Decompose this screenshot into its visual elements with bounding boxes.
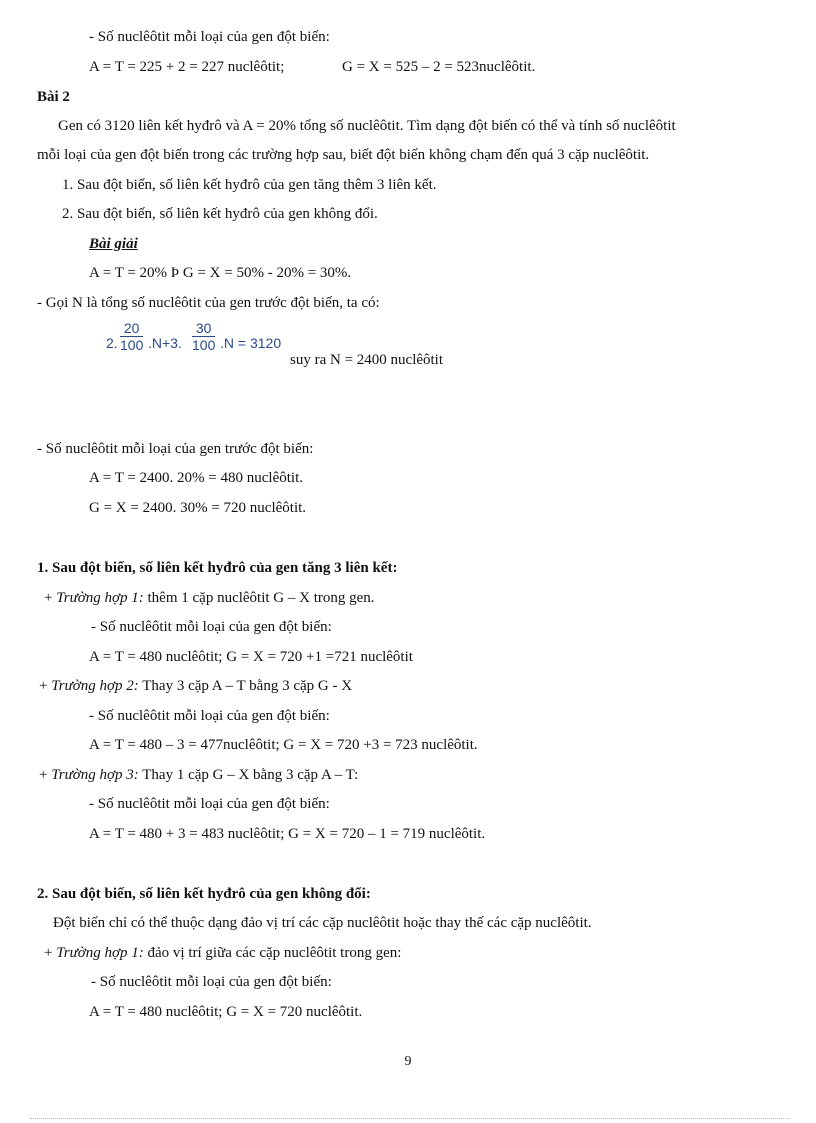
text-line: Đột biến chỉ có thể thuộc dạng đảo vị trí các cặp nuclêôtit hoặc thay thế các cặp nuclêôtit.	[53, 915, 592, 931]
case-line	[44, 944, 401, 962]
formula-image	[106, 318, 296, 370]
text-line: - Số nuclêôtit mỗi loại của gen đột biến:	[89, 29, 330, 45]
equation-line: A = T = 2400. 20% = 480 nuclêôtit.	[89, 470, 303, 486]
fraction	[120, 320, 143, 353]
section-heading: 2. Sau đột biến, số liên kết hyđrô của gen không đổi:	[37, 886, 371, 902]
case-line	[39, 766, 358, 784]
equation-line: A = T = 20% Þ G = X = 50% - 20% = 30%.	[89, 265, 352, 281]
case-bullet: +	[44, 945, 57, 961]
fraction	[192, 320, 215, 353]
text-line: - Số nuclêôtit mỗi loại của gen trước đột biến:	[37, 441, 314, 457]
fraction-numerator: 20	[120, 320, 143, 337]
text-line: - Số nuclêôtit mỗi loại của gen đột biến:	[91, 619, 332, 635]
case-text: thêm 1 cặp nuclêôtit G – X trong gen.	[143, 590, 375, 606]
page-number: 9	[404, 1054, 412, 1069]
footer-divider	[30, 1118, 790, 1119]
case-label: Trường hợp 2:	[51, 678, 139, 694]
fraction-numerator: 30	[192, 320, 215, 337]
case-line	[44, 589, 375, 607]
case-label: Trường hợp 1:	[56, 590, 144, 606]
equation-line: A = T = 480 nuclêôtit; G = X = 720 nuclêôtit.	[89, 1004, 363, 1020]
formula-coefficient: 2.	[106, 335, 118, 351]
text-line: - Số nuclêôtit mỗi loại của gen đột biến:	[89, 796, 330, 812]
equation-line: A = T = 480 – 3 = 477nuclêôtit; G = X = 720 +3 = 723 nuclêôtit.	[89, 737, 478, 753]
equation-line: G = X = 525 – 2 = 523nuclêôtit.	[342, 59, 536, 75]
equation-line: A = T = 225 + 2 = 227 nuclêôtit;	[89, 59, 285, 75]
text-line: - Số nuclêôtit mỗi loại của gen đột biến:	[89, 708, 330, 724]
case-line	[39, 677, 352, 695]
exercise-heading: Bài 2	[37, 89, 70, 105]
problem-text: Gen có 3120 liên kết hyđrô và A = 20% tổng số nuclêôtit. Tìm dạng đột biến có thể và tính số nuclêôtit	[58, 118, 676, 134]
equation-line: A = T = 480 + 3 = 483 nuclêôtit; G = X = 720 – 1 = 719 nuclêôtit.	[89, 826, 486, 842]
problem-text: mỗi loại của gen đột biến trong các trường hợp sau, biết đột biến không chạm đến quá 3 cặp nuclêôtit.	[37, 147, 650, 163]
text-line: - Gọi N là tổng số nuclêôtit của gen trước đột biến, ta có:	[37, 295, 380, 311]
case-label: Trường hợp 3:	[51, 767, 139, 783]
problem-case: 1. Sau đột biến, số liên kết hyđrô của gen tăng thêm 3 liên kết.	[62, 177, 437, 193]
fraction-denominator: 100	[192, 337, 216, 353]
case-bullet: +	[44, 590, 57, 606]
solution-heading: Bài giải	[89, 236, 138, 252]
case-label: Trường hợp 1:	[56, 945, 144, 961]
text-line: - Số nuclêôtit mỗi loại của gen đột biến:	[91, 974, 332, 990]
case-text: đảo vị trí giữa các cặp nuclêôtit trong gen:	[143, 945, 402, 961]
formula-term: .N+3.	[148, 335, 182, 351]
case-bullet: +	[39, 678, 52, 694]
equation-line: G = X = 2400. 30% = 720 nuclêôtit.	[89, 500, 307, 516]
equation-line: A = T = 480 nuclêôtit; G = X = 720 +1 =721 nuclêôtit	[89, 649, 413, 665]
formula-term: .N = 3120	[220, 335, 282, 351]
case-text: Thay 3 cặp A – T bằng 3 cặp G - X	[138, 678, 353, 694]
case-text: Thay 1 cặp G – X bằng 3 cặp A – T:	[138, 767, 359, 783]
problem-case: 2. Sau đột biến, số liên kết hyđrô của gen không đổi.	[62, 206, 378, 222]
section-heading: 1. Sau đột biến, số liên kết hyđrô của gen tăng 3 liên kết:	[37, 560, 398, 576]
fraction-denominator: 100	[120, 337, 144, 353]
equation-result: suy ra N = 2400 nuclêôtit	[290, 352, 444, 368]
case-bullet: +	[39, 767, 52, 783]
